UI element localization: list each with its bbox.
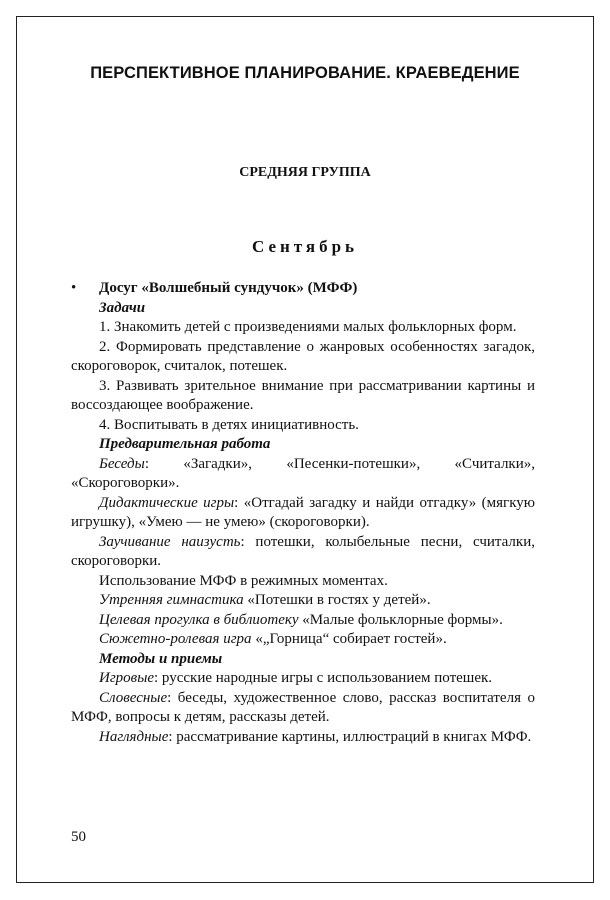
prep-item-text: «Потешки в гостях у детей». — [243, 592, 431, 608]
method-item — [71, 689, 535, 728]
prep-item-lead: Дидактические игры — [99, 494, 235, 511]
prep-item-lead: Сюжетно-ролевая игра — [99, 631, 252, 647]
bullet-icon: • — [71, 280, 77, 296]
prep-item-lead: Утренняя гимнастика — [99, 592, 244, 608]
prep-item — [71, 591, 535, 611]
method-item-lead: Словесные — [99, 689, 168, 706]
prep-item-text: : потешки, колыбельные песни, считалки, скороговорки. — [71, 533, 535, 569]
prep-item-text: : «Отгадай загадку и найди отгадку» (мягкую игрушку), «Умею — не умею» (скороговорки). — [71, 494, 535, 530]
prep-item — [71, 630, 535, 650]
prep-item-text: : «Загадки», «Песенки-потешки», «Считалки», «Скороговорки». — [71, 455, 535, 491]
method-item-text: : рассматривание картины, иллюстраций в книгах МФФ. — [168, 728, 532, 745]
prep-item-text: «„Горница“ собирает гостей». — [251, 631, 447, 647]
method-item-text: : русские народные игры с использованием потешек. — [154, 670, 493, 686]
tasks-heading: Задачи — [99, 299, 146, 316]
prep-item — [71, 572, 535, 592]
prep-item — [71, 533, 535, 572]
method-item-text: : беседы, художественное слово, рассказ воспитателя о МФФ, вопросы к детям, рассказы детей. — [71, 689, 535, 725]
prep-item — [71, 455, 535, 494]
event-title: Досуг «Волшебный сундучок» (МФФ) — [99, 280, 358, 296]
method-item-lead: Игровые — [99, 670, 155, 686]
page-number: 50 — [71, 829, 86, 845]
methods-heading: Методы и приемы — [99, 650, 223, 667]
task-item: 1. Знакомить детей с произведениями малых фольклорных форм. — [99, 319, 517, 335]
prep-item-lead: Целевая прогулка в библиотеку — [99, 611, 299, 628]
prep-item-lead: Заучивание наизусть — [99, 533, 241, 550]
prep-item-text: Использование МФФ в режимных моментах. — [99, 572, 388, 589]
chapter-title: ПЕРСПЕКТИВНОЕ ПЛАНИРОВАНИЕ. КРАЕВЕДЕНИЕ — [90, 64, 520, 82]
month-title: Сентябрь — [251, 237, 359, 256]
prep-item-text: «Малые фольклорные формы». — [298, 611, 503, 628]
document-body — [71, 279, 535, 747]
prep-item — [71, 494, 535, 533]
group-title: СРЕДНЯЯ ГРУППА — [239, 165, 371, 180]
method-item — [71, 669, 535, 689]
task-item: 4. Воспитывать в детях инициативность. — [99, 416, 359, 433]
method-item — [71, 728, 535, 748]
task-item: 3. Развивать зрительное внимание при рассматривании картины и воссоздающее воображение. — [71, 377, 535, 413]
prep-item — [71, 611, 535, 631]
task-item: 2. Формировать представление о жанровых особенностях загадок, скороговорок, считалок, потешек. — [71, 338, 535, 374]
prep-heading: Предварительная работа — [99, 436, 271, 452]
event-title-line — [71, 279, 535, 299]
prep-item-lead: Беседы — [99, 455, 145, 472]
method-item-lead: Наглядные — [99, 728, 169, 745]
